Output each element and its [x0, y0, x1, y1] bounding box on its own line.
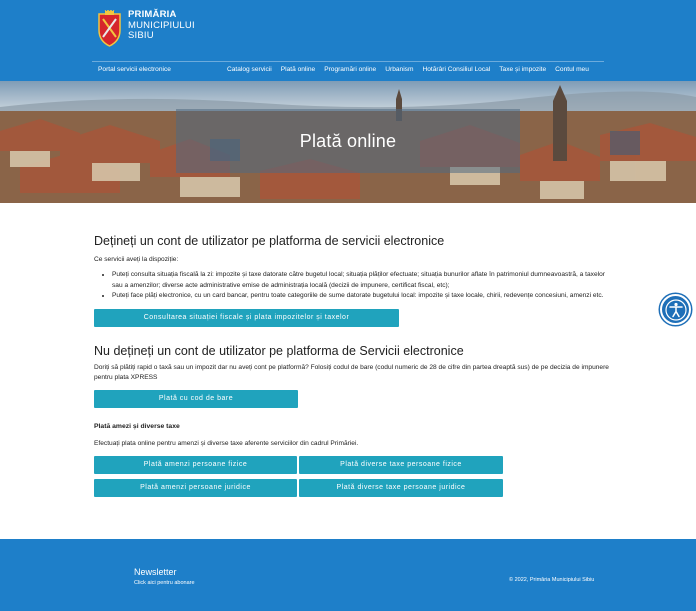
copyright-text: © 2022, Primăria Municipiului Sibiu [509, 577, 595, 583]
nav-divider [92, 61, 604, 62]
accessibility-icon [665, 299, 687, 321]
hero-banner [0, 81, 696, 203]
logo[interactable] [96, 10, 195, 47]
logo-line-3: SIBIU [128, 30, 154, 41]
nav-item-my-account[interactable]: Contul meu [555, 66, 589, 73]
barcode-description: Doriți să plătiți rapid o taxă sau un impozit dar nu aveți cont pe platformă? Folosiți codul de bare (codul numeric de 28 de cifre din partea dreaptă sus) de pe decizia de impunere pentru plata XPRESS [94, 363, 609, 381]
services-intro: Ce servicii aveți la dispoziție: [94, 256, 179, 263]
logo-text [128, 10, 195, 42]
nav-item-appointments[interactable]: Programări online [324, 66, 377, 73]
fines-taxes-description: Efectuați plata online pentru amenzi și diverse taxe aferente serviciilor din cadrul Primăriei. [94, 439, 359, 447]
main-nav [227, 66, 598, 73]
taxes-legal-button[interactable]: Plată diverse taxe persoane juridice [299, 479, 503, 497]
section-no-account-heading: Nu dețineți un cont de utilizator pe platforma de Servicii electronice [94, 343, 464, 358]
newsletter-subscribe-link[interactable]: Click aici pentru abonare [134, 580, 195, 586]
fines-legal-button[interactable]: Plată amenzi persoane juridice [94, 479, 297, 497]
fines-individuals-button[interactable]: Plată amenzi persoane fizice [94, 456, 297, 474]
nav-item-taxes[interactable]: Taxe și impozite [499, 66, 547, 73]
button-row-2 [94, 479, 614, 497]
nav-item-council-decisions[interactable]: Hotărâri Consiliul Local [422, 66, 491, 73]
page-title: Plată online [299, 130, 397, 151]
main-content [94, 234, 614, 497]
nav-item-online-payment[interactable]: Plată online [280, 66, 316, 73]
sibiu-crest-icon [96, 10, 123, 47]
fines-taxes-heading: Plată amezi și diverse taxe [94, 422, 180, 430]
nav-item-urbanism[interactable]: Urbanism [385, 66, 414, 73]
barcode-payment-button[interactable]: Plată cu cod de bare [94, 390, 298, 408]
newsletter-title[interactable]: Newsletter [134, 567, 177, 577]
portal-link[interactable]: Portal servicii electronice [98, 66, 171, 73]
hero-title-box [176, 109, 520, 173]
site-footer [0, 539, 696, 611]
list-item: • Puteți consulta situația fiscală la zi: impozite și taxe datorate către bugetul local; situația plăților efectuate; situația bunurilor aflate în patrimoniul dumneavoastră, a taxelor sau a amenzilor; diverse acte administrative emise de administrația locală (decizii de impunere, certificat fiscal, etc); [112, 270, 614, 291]
button-row-1 [94, 456, 614, 474]
logo-line-1: PRIMĂRIA [128, 9, 177, 20]
consult-fiscal-button[interactable]: Consultarea situației fiscale și plata impozitelor și taxelor [94, 309, 399, 327]
logo-line-2: MUNICIPIULUI [128, 19, 195, 31]
section-account-heading: Dețineți un cont de utilizator pe platforma de servicii electronice [94, 234, 445, 248]
accessibility-button[interactable] [660, 294, 691, 325]
taxes-individuals-button[interactable]: Plată diverse taxe persoane fizice [299, 456, 503, 474]
site-header [0, 0, 696, 81]
list-item: • Puteți face plăți electronice, cu un card bancar, pentru toate categoriile de sume datorate bugetului local: impozite și taxe locale, chirii, redevențe concesiuni, amenzi etc. [112, 291, 614, 302]
nav-item-catalog[interactable]: Catalog servicii [227, 66, 272, 73]
services-list [112, 270, 614, 302]
